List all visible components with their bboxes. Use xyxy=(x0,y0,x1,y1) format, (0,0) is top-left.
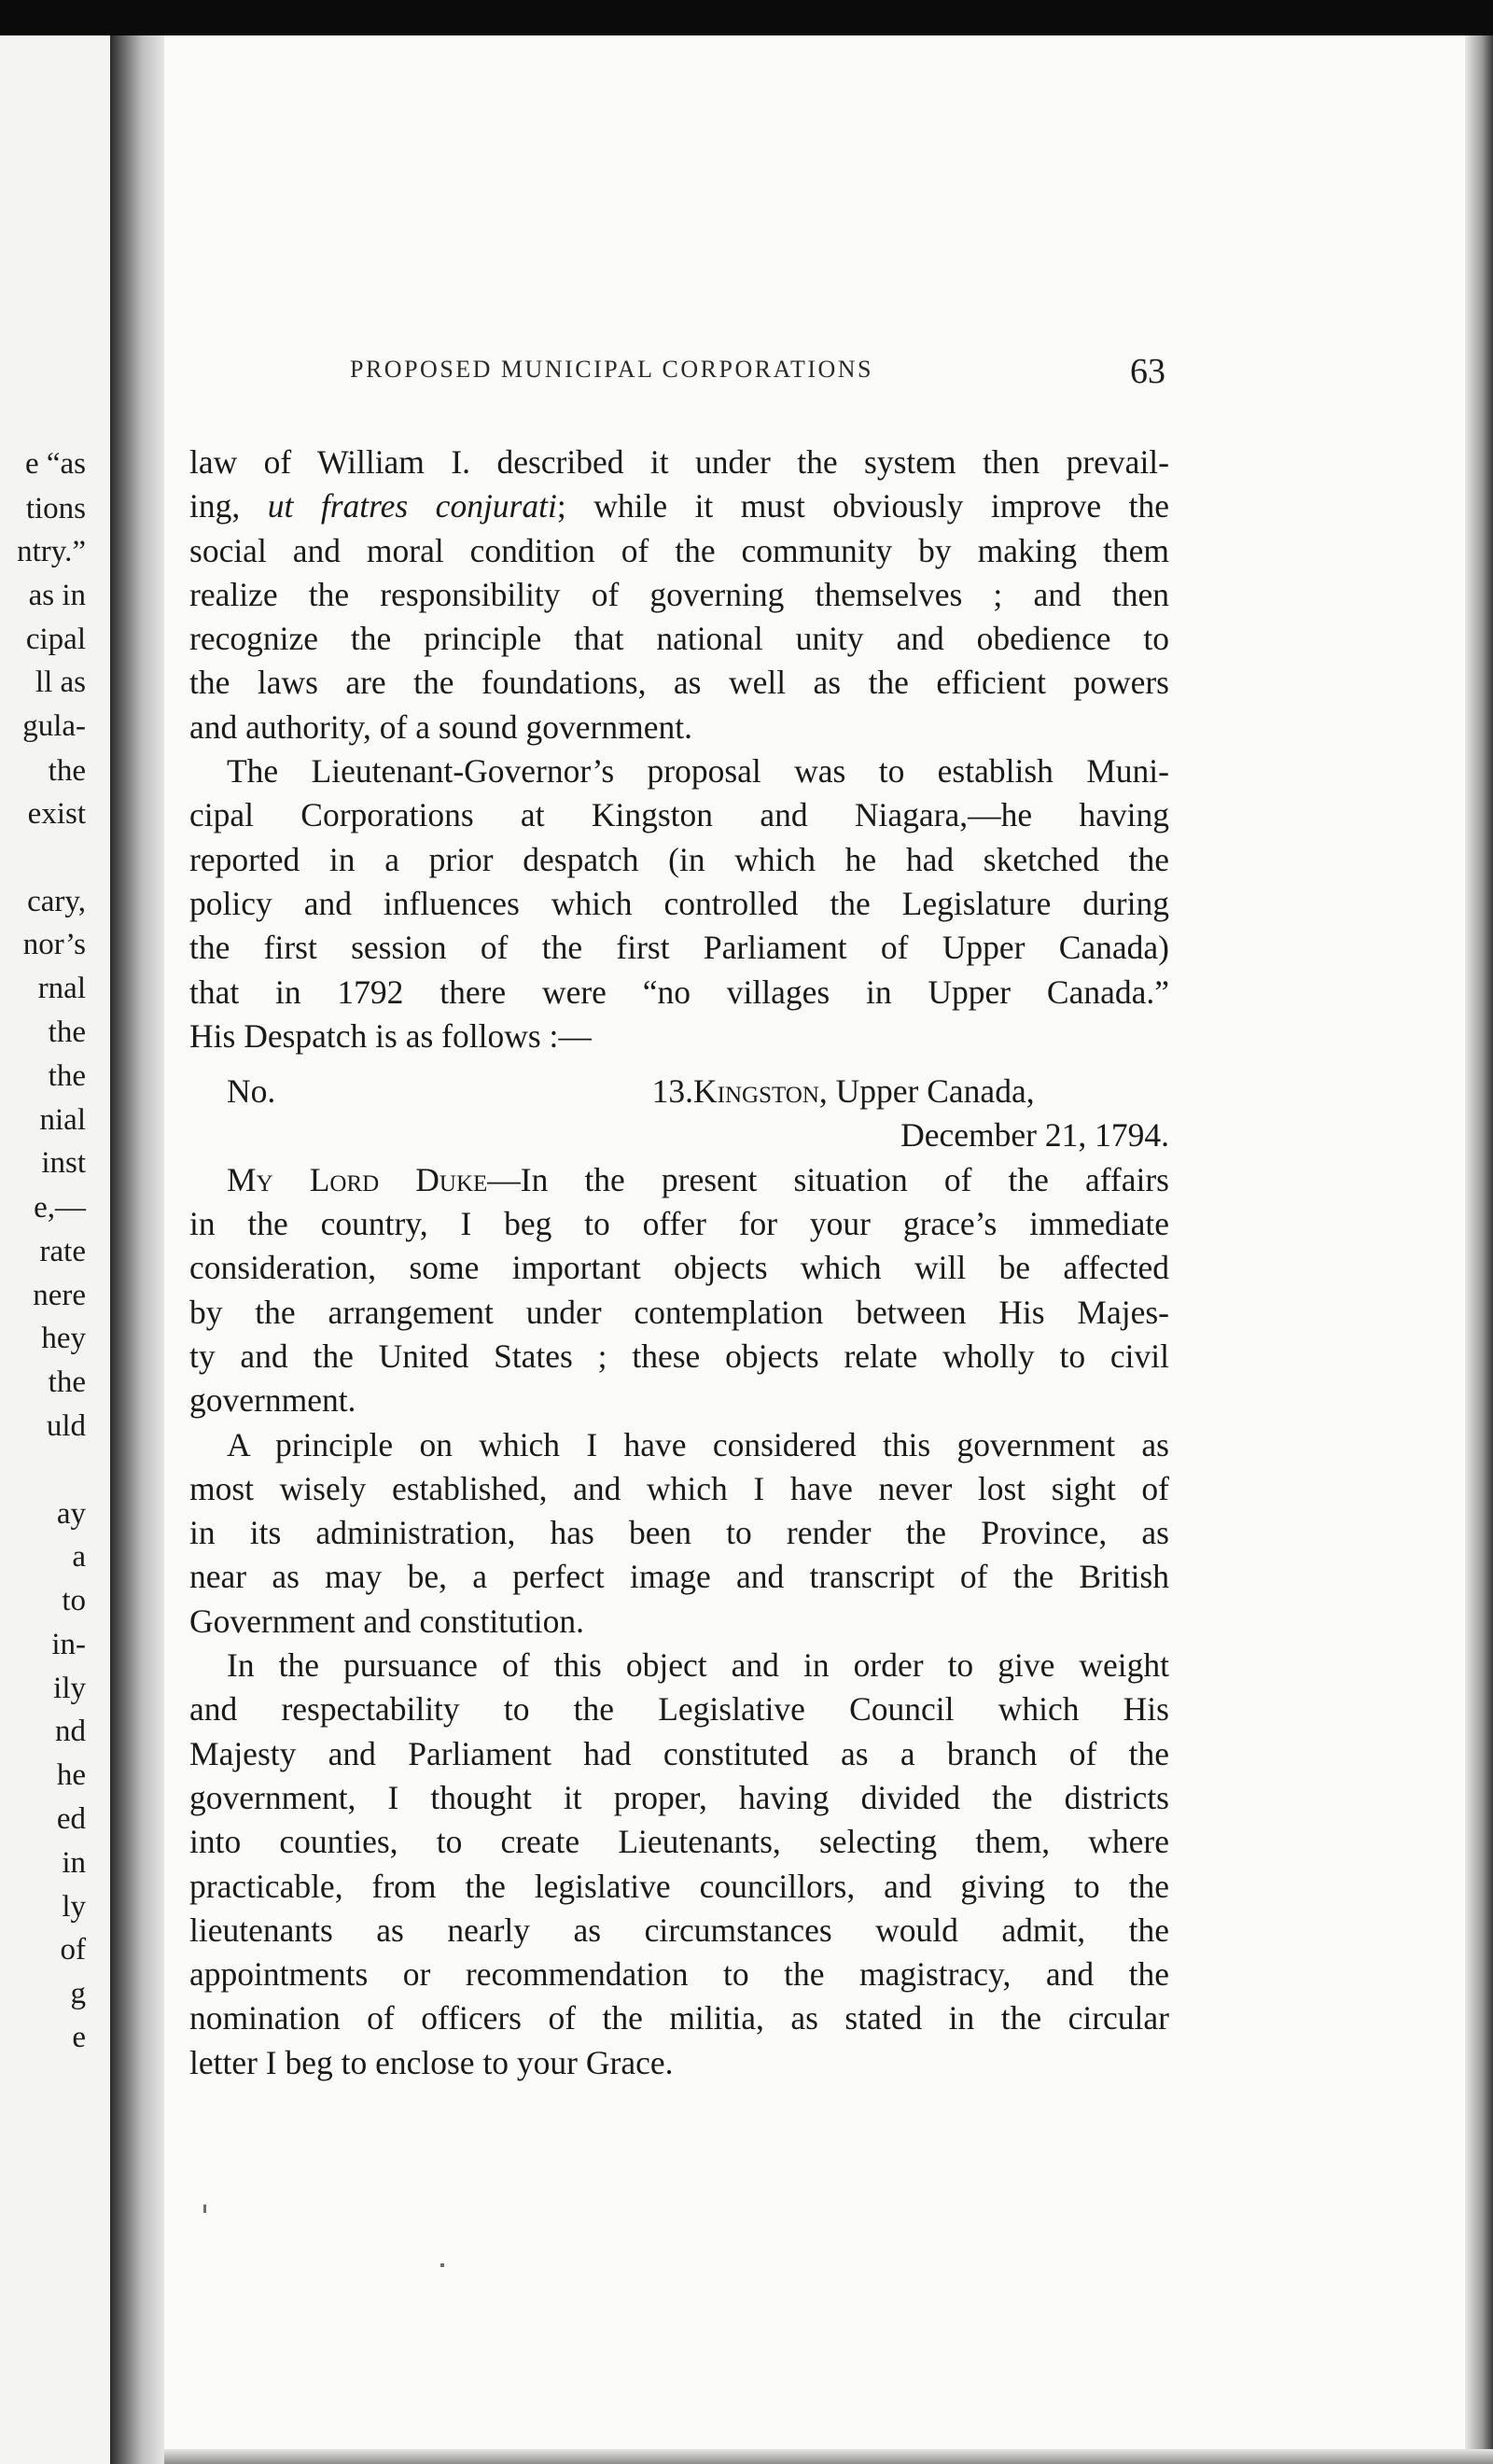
facing-text: the xyxy=(48,1015,86,1049)
text-line: practicable, from the legislative councillors, and giving to the xyxy=(189,1867,1169,1905)
text-line: in its administration, has been to render the Province, as xyxy=(189,1514,1169,1552)
text-line: nomination of officers of the militia, as stated in the circular xyxy=(189,1999,1169,2037)
facing-text: inst xyxy=(41,1146,86,1180)
text-line: most wisely established, and which I have never lost sight of xyxy=(189,1469,1169,1507)
text-line: social and moral condition of the community by making them xyxy=(189,531,1169,569)
facing-text: nere xyxy=(33,1279,86,1312)
text-line: ty and the United States ; these objects relate wholly to civil xyxy=(189,1337,1169,1375)
facing-text: rate xyxy=(39,1235,86,1268)
despatch-number: No. 13. xyxy=(227,1072,693,1111)
text-line: law of William I. described it under the system then prevail- xyxy=(189,443,1169,481)
facing-page-fragment xyxy=(0,35,119,2464)
text-line: letter I beg to enclose to your Grace. xyxy=(189,2043,674,2081)
facing-text: exist xyxy=(27,797,86,831)
despatch-date: December 21, 1794. xyxy=(900,1116,1169,1155)
salutation: My Lord Duke xyxy=(227,1160,488,1198)
facing-text: ly xyxy=(62,1890,86,1924)
facing-text: uld xyxy=(46,1409,86,1443)
text-line: His Despatch is as follows :— xyxy=(189,1016,592,1055)
dateline xyxy=(189,1070,1169,1113)
text-line: appointments or recommendation to the magistracy, and the xyxy=(189,1955,1169,1994)
text-line: and authority, of a sound government. xyxy=(189,707,692,746)
text-line: My Lord Duke—In the present situation of the affairs xyxy=(227,1160,1169,1198)
text-line: reported in a prior despatch (in which he had sketched the xyxy=(189,840,1169,878)
text-line: A principle on which I have considered this government as xyxy=(227,1425,1169,1463)
text-line: Government and constitution. xyxy=(189,1602,584,1640)
despatch-place: Kingston, Upper Canada, xyxy=(693,1072,1035,1111)
facing-text: gula- xyxy=(22,709,86,743)
facing-text: he xyxy=(56,1758,86,1792)
facing-text: the xyxy=(48,1059,86,1093)
latin-phrase: ut fratres conjurati xyxy=(267,487,557,525)
facing-text: as in xyxy=(28,579,86,612)
facing-text: a xyxy=(72,1540,86,1574)
text-line: and respectability to the Legislative Council which His xyxy=(189,1690,1169,1729)
text-line: government. xyxy=(189,1381,356,1420)
text-line: lieutenants as nearly as circumstances would admit, the xyxy=(189,1911,1169,1949)
facing-text: ily xyxy=(53,1672,86,1705)
text-line: by the arrangement under contemplation between His Majes- xyxy=(189,1293,1169,1331)
facing-text: nor’s xyxy=(22,928,86,961)
text-line: realize the responsibility of governing themselves ; and then xyxy=(189,575,1169,613)
book-gutter-shadow xyxy=(110,35,168,2464)
facing-text: e “as xyxy=(24,447,86,481)
facing-text: ed xyxy=(56,1802,86,1836)
facing-text: e,— xyxy=(34,1191,86,1225)
text-line: cipal Corporations at Kingston and Niagara,—he having xyxy=(189,796,1169,834)
text-line: near as may be, a perfect image and transcript of the British xyxy=(189,1558,1169,1596)
text-line: the laws are the foundations, as well as the efficient powers xyxy=(189,664,1169,702)
text-line: policy and influences which controlled the Legislature during xyxy=(189,884,1169,922)
text-line: recognize the principle that national unity and obedience to xyxy=(189,620,1169,658)
facing-text: ll as xyxy=(35,665,86,699)
facing-text: e xyxy=(72,2021,86,2054)
text-line: consideration, some important objects which will be affected xyxy=(189,1249,1169,1287)
text-line: into counties, to create Lieutenants, selecting them, where xyxy=(189,1823,1169,1861)
text-line: government, I thought it proper, having divided the districts xyxy=(189,1778,1169,1816)
text-line: that in 1792 there were “no villages in Upper Canada.” xyxy=(189,973,1169,1011)
facing-text: of xyxy=(60,1933,86,1967)
facing-text: rnal xyxy=(37,972,86,1005)
facing-text: to xyxy=(62,1584,86,1617)
facing-text: in xyxy=(62,1846,86,1880)
facing-text: the xyxy=(48,754,86,788)
facing-text: in- xyxy=(51,1628,86,1661)
text-line: Majesty and Parliament had constituted as a branch of the xyxy=(189,1734,1169,1772)
facing-text: cary, xyxy=(27,885,86,918)
facing-text: the xyxy=(48,1365,86,1399)
text-line: In the pursuance of this object and in order to give weight xyxy=(227,1646,1169,1685)
facing-text: nial xyxy=(39,1103,86,1137)
text-line: ing, ut fratres conjurati; while it must obviously improve the xyxy=(189,487,1170,525)
text-line: in the country, I beg to offer for your grace’s immediate xyxy=(189,1205,1169,1243)
facing-text: tions xyxy=(25,492,86,525)
scan-speck xyxy=(440,2263,444,2267)
page-number: 63 xyxy=(1130,352,1165,391)
facing-text: ntry.” xyxy=(17,535,86,568)
facing-text: nd xyxy=(55,1715,86,1748)
page-bottom-edge xyxy=(164,2449,1493,2464)
facing-text: ay xyxy=(56,1497,86,1531)
scan-top-border xyxy=(0,0,1493,35)
facing-text: g xyxy=(70,1977,86,2010)
body-text xyxy=(189,441,1169,2085)
text-line: the first session of the first Parliament of Upper Canada) xyxy=(189,929,1169,967)
facing-text: hey xyxy=(41,1322,86,1355)
text-line: The Lieutenant-Governor’s proposal was to establish Muni- xyxy=(227,752,1169,791)
running-header: PROPOSED MUNICIPAL CORPORATIONS xyxy=(350,356,874,383)
page-edge-shadow xyxy=(1465,35,1493,2464)
facing-text: cipal xyxy=(25,623,86,656)
scan-speck xyxy=(203,2205,206,2213)
